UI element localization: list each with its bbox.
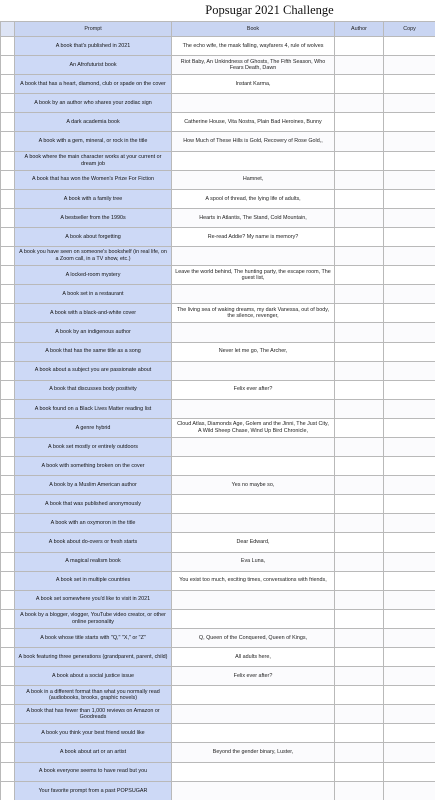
- author-cell[interactable]: [335, 94, 384, 113]
- row-gutter-cell[interactable]: [1, 667, 15, 686]
- copy-cell[interactable]: [384, 113, 435, 132]
- copy-cell[interactable]: [384, 227, 435, 246]
- prompt-cell[interactable]: A book in a different format than what you normally read (audiobooks, brooks, graphic novels): [15, 686, 172, 705]
- copy-cell[interactable]: [384, 552, 435, 571]
- copy-cell[interactable]: [384, 667, 435, 686]
- copy-cell[interactable]: [384, 705, 435, 724]
- table-row: [1, 75, 435, 94]
- row-gutter-cell[interactable]: [1, 208, 15, 227]
- table-row: [1, 285, 435, 304]
- row-gutter-cell[interactable]: [1, 705, 15, 724]
- table-row: [1, 648, 435, 667]
- author-cell[interactable]: [335, 514, 384, 533]
- prompt-cell[interactable]: Your favorite prompt from a past POPSUGAR: [15, 781, 172, 800]
- table-row: [1, 667, 435, 686]
- prompt-cell[interactable]: A book with a gem, mineral, or rock in the title: [15, 132, 172, 151]
- book-cell[interactable]: Catherine House, Vita Nostra, Plain Bad Heroines, Bunny: [172, 113, 335, 132]
- prompt-cell[interactable]: A book about a subject you are passionate about: [15, 361, 172, 380]
- table-row: [1, 304, 435, 323]
- book-cell[interactable]: [172, 590, 335, 609]
- author-cell[interactable]: [335, 418, 384, 437]
- prompt-cell[interactable]: An Afrofuturist book: [15, 56, 172, 75]
- row-gutter-cell[interactable]: [1, 457, 15, 476]
- challenge-table: [0, 21, 435, 800]
- table-row: [1, 552, 435, 571]
- book-cell[interactable]: [172, 495, 335, 514]
- table-row: [1, 476, 435, 495]
- copy-cell[interactable]: [384, 590, 435, 609]
- sheet-title: Popsugar 2021 Challenge: [205, 3, 334, 17]
- author-cell[interactable]: [335, 686, 384, 705]
- author-cell[interactable]: [335, 227, 384, 246]
- row-gutter-cell[interactable]: [1, 724, 15, 743]
- author-cell[interactable]: [335, 705, 384, 724]
- table-row: [1, 590, 435, 609]
- row-gutter-header: [1, 22, 15, 37]
- table-row: [1, 170, 435, 189]
- author-cell[interactable]: [335, 552, 384, 571]
- book-cell[interactable]: [172, 323, 335, 342]
- book-cell[interactable]: Cloud Atlas, Diamonds Age, Golem and the Jinni, The Just City, A Wild Sheep Chase, Wind Up Bird Chronicle,: [172, 418, 335, 437]
- row-gutter-cell[interactable]: [1, 476, 15, 495]
- prompt-cell[interactable]: A book that has fewer than 1,000 reviews on Amazon or Goodreads: [15, 705, 172, 724]
- prompt-cell[interactable]: A book with something broken on the cover: [15, 457, 172, 476]
- prompt-cell[interactable]: A locked-room mystery: [15, 266, 172, 285]
- copy-cell[interactable]: [384, 495, 435, 514]
- author-cell[interactable]: [335, 170, 384, 189]
- prompt-cell[interactable]: A book by an author who shares your zodiac sign: [15, 94, 172, 113]
- prompt-cell[interactable]: A book found on a Black Lives Matter reading list: [15, 399, 172, 418]
- author-cell[interactable]: [335, 495, 384, 514]
- book-cell[interactable]: You exist too much, exciting times, conversations with friends,: [172, 571, 335, 590]
- row-gutter-cell[interactable]: [1, 94, 15, 113]
- copy-cell[interactable]: [384, 514, 435, 533]
- prompt-cell[interactable]: A book that has a heart, diamond, club or spade on the cover: [15, 75, 172, 94]
- row-gutter-cell[interactable]: [1, 495, 15, 514]
- row-gutter-cell[interactable]: [1, 304, 15, 323]
- copy-cell[interactable]: [384, 285, 435, 304]
- book-cell[interactable]: Hamnet,: [172, 170, 335, 189]
- prompt-cell[interactable]: A book whose title starts with "Q," "X," or "Z": [15, 628, 172, 647]
- table-row: [1, 495, 435, 514]
- row-gutter-cell[interactable]: [1, 266, 15, 285]
- table-row: [1, 686, 435, 705]
- row-gutter-cell[interactable]: [1, 762, 15, 781]
- author-cell[interactable]: [335, 762, 384, 781]
- table-row: [1, 247, 435, 266]
- row-gutter-cell[interactable]: [1, 56, 15, 75]
- author-cell[interactable]: [335, 342, 384, 361]
- prompt-cell[interactable]: A magical realism book: [15, 552, 172, 571]
- prompt-cell[interactable]: A book that's published in 2021: [15, 37, 172, 56]
- author-cell[interactable]: [335, 132, 384, 151]
- copy-cell[interactable]: [384, 361, 435, 380]
- copy-cell[interactable]: [384, 418, 435, 437]
- row-gutter-cell[interactable]: [1, 37, 15, 56]
- book-cell[interactable]: Leave the world behind, The hunting party, the escape room, The guest list,: [172, 266, 335, 285]
- row-gutter-cell[interactable]: [1, 227, 15, 246]
- row-gutter-cell[interactable]: [1, 247, 15, 266]
- table-row: [1, 743, 435, 762]
- row-gutter-cell[interactable]: [1, 342, 15, 361]
- book-cell[interactable]: The living sea of waking dreams, my dark Vanessa, out of body, the silence, revenger,: [172, 304, 335, 323]
- header-row: [1, 22, 435, 37]
- author-cell[interactable]: [335, 399, 384, 418]
- prompt-cell[interactable]: A book with a black-and-white cover: [15, 304, 172, 323]
- table-row: [1, 628, 435, 647]
- author-cell[interactable]: [335, 208, 384, 227]
- prompt-cell[interactable]: A bestseller from the 1990s: [15, 208, 172, 227]
- row-gutter-cell[interactable]: [1, 533, 15, 552]
- author-cell[interactable]: [335, 323, 384, 342]
- table-row: [1, 418, 435, 437]
- table-row: [1, 151, 435, 170]
- table-body: [1, 37, 435, 800]
- book-cell[interactable]: [172, 724, 335, 743]
- row-gutter-cell[interactable]: [1, 380, 15, 399]
- prompt-cell[interactable]: A book about forgetting: [15, 227, 172, 246]
- row-gutter-cell[interactable]: [1, 418, 15, 437]
- prompt-cell[interactable]: A book that discusses body positivity: [15, 380, 172, 399]
- copy-cell[interactable]: [384, 342, 435, 361]
- copy-cell[interactable]: [384, 380, 435, 399]
- row-gutter-cell[interactable]: [1, 552, 15, 571]
- copy-cell[interactable]: [384, 132, 435, 151]
- row-gutter-cell[interactable]: [1, 399, 15, 418]
- copy-cell[interactable]: [384, 686, 435, 705]
- table-row: [1, 132, 435, 151]
- prompt-cell[interactable]: A book about art or an artist: [15, 743, 172, 762]
- row-gutter-cell[interactable]: [1, 132, 15, 151]
- row-gutter-cell[interactable]: [1, 323, 15, 342]
- table-row: [1, 762, 435, 781]
- column-header-book[interactable]: Book: [172, 22, 335, 37]
- author-cell[interactable]: [335, 724, 384, 743]
- prompt-cell[interactable]: A book with an oxymoron in the title: [15, 514, 172, 533]
- book-cell[interactable]: [172, 361, 335, 380]
- column-header-author[interactable]: Author: [335, 22, 384, 37]
- row-gutter-cell[interactable]: [1, 609, 15, 628]
- copy-cell[interactable]: [384, 266, 435, 285]
- prompt-cell[interactable]: A book that has the same title as a song: [15, 342, 172, 361]
- copy-cell[interactable]: [384, 323, 435, 342]
- table-row: [1, 113, 435, 132]
- book-cell[interactable]: [172, 437, 335, 456]
- author-cell[interactable]: [335, 266, 384, 285]
- table-row: [1, 724, 435, 743]
- table-row: [1, 37, 435, 56]
- author-cell[interactable]: [335, 648, 384, 667]
- table-row: [1, 781, 435, 800]
- copy-cell[interactable]: [384, 743, 435, 762]
- book-cell[interactable]: A spool of thread, the lying life of adults,: [172, 189, 335, 208]
- book-cell[interactable]: [172, 151, 335, 170]
- prompt-cell[interactable]: A book that was published anonymously: [15, 495, 172, 514]
- table-row: [1, 227, 435, 246]
- prompt-cell[interactable]: A book with a family tree: [15, 189, 172, 208]
- copy-cell[interactable]: [384, 628, 435, 647]
- prompt-cell[interactable]: A book about do-overs or fresh starts: [15, 533, 172, 552]
- book-cell[interactable]: Dear Edward,: [172, 533, 335, 552]
- copy-cell[interactable]: [384, 457, 435, 476]
- book-cell[interactable]: Q, Queen of the Conquered, Queen of Kings,: [172, 628, 335, 647]
- copy-cell[interactable]: [384, 724, 435, 743]
- book-cell[interactable]: Yes no maybe so,: [172, 476, 335, 495]
- copy-cell[interactable]: [384, 781, 435, 800]
- table-row: [1, 56, 435, 75]
- author-cell[interactable]: [335, 590, 384, 609]
- book-cell[interactable]: Re-read Addie? My name is memory?: [172, 227, 335, 246]
- book-cell[interactable]: Never let me go, The Archer,: [172, 342, 335, 361]
- copy-cell[interactable]: [384, 533, 435, 552]
- book-cell[interactable]: Riot Baby, An Unkindness of Ghosts, The Fifth Season, Who Fears Death, Dawn: [172, 56, 335, 75]
- book-cell[interactable]: [172, 686, 335, 705]
- copy-cell[interactable]: [384, 151, 435, 170]
- book-cell[interactable]: [172, 762, 335, 781]
- book-cell[interactable]: Felix ever after?: [172, 380, 335, 399]
- author-cell[interactable]: [335, 743, 384, 762]
- row-gutter-cell[interactable]: [1, 628, 15, 647]
- author-cell[interactable]: [335, 75, 384, 94]
- book-cell[interactable]: [172, 705, 335, 724]
- author-cell[interactable]: [335, 609, 384, 628]
- copy-cell[interactable]: [384, 247, 435, 266]
- author-cell[interactable]: [335, 571, 384, 590]
- prompt-cell[interactable]: A book you have seen on someone's bookshelf (in real life, on a Zoom call, in a TV show, etc.): [15, 247, 172, 266]
- table-row: [1, 342, 435, 361]
- row-gutter-cell[interactable]: [1, 686, 15, 705]
- copy-cell[interactable]: [384, 94, 435, 113]
- copy-cell[interactable]: [384, 189, 435, 208]
- table-row: [1, 94, 435, 113]
- prompt-cell[interactable]: A book by a blogger, vlogger, YouTube video creator, or other online personality: [15, 609, 172, 628]
- prompt-cell[interactable]: A genre hybrid: [15, 418, 172, 437]
- book-cell[interactable]: Beyond the gender binary, Luster,: [172, 743, 335, 762]
- prompt-cell[interactable]: A book by a Muslim American author: [15, 476, 172, 495]
- copy-cell[interactable]: [384, 170, 435, 189]
- copy-cell[interactable]: [384, 75, 435, 94]
- prompt-cell[interactable]: A book featuring three generations (grandparent, parent, child): [15, 648, 172, 667]
- row-gutter-cell[interactable]: [1, 151, 15, 170]
- prompt-cell[interactable]: A dark academia book: [15, 113, 172, 132]
- book-cell[interactable]: [172, 781, 335, 800]
- book-cell[interactable]: Felix ever after?: [172, 667, 335, 686]
- copy-cell[interactable]: [384, 37, 435, 56]
- author-cell[interactable]: [335, 476, 384, 495]
- copy-cell[interactable]: [384, 476, 435, 495]
- copy-cell[interactable]: [384, 437, 435, 456]
- author-cell[interactable]: [335, 285, 384, 304]
- author-cell[interactable]: [335, 380, 384, 399]
- prompt-cell[interactable]: A book you think your best friend would like: [15, 724, 172, 743]
- book-cell[interactable]: How Much of These Hills is Gold, Recovery of Rose Gold,,: [172, 132, 335, 151]
- copy-cell[interactable]: [384, 609, 435, 628]
- table-row: [1, 323, 435, 342]
- author-cell[interactable]: [335, 628, 384, 647]
- column-header-prompt[interactable]: Prompt: [15, 22, 172, 37]
- prompt-cell[interactable]: A book everyone seems to have read but you: [15, 762, 172, 781]
- book-cell[interactable]: Hearts in Atlantis, The Stand, Cold Mountain,: [172, 208, 335, 227]
- row-gutter-cell[interactable]: [1, 590, 15, 609]
- row-gutter-cell[interactable]: [1, 189, 15, 208]
- row-gutter-cell[interactable]: [1, 648, 15, 667]
- table-row: [1, 609, 435, 628]
- author-cell[interactable]: [335, 437, 384, 456]
- copy-cell[interactable]: [384, 208, 435, 227]
- row-gutter-cell[interactable]: [1, 170, 15, 189]
- author-cell[interactable]: [335, 189, 384, 208]
- table-row: [1, 208, 435, 227]
- book-cell[interactable]: [172, 399, 335, 418]
- row-gutter-cell[interactable]: [1, 781, 15, 800]
- prompt-cell[interactable]: A book set mostly or entirely outdoors: [15, 437, 172, 456]
- author-cell[interactable]: [335, 457, 384, 476]
- book-cell[interactable]: [172, 247, 335, 266]
- prompt-cell[interactable]: A book where the main character works at your current or dream job: [15, 151, 172, 170]
- table-row: [1, 571, 435, 590]
- table-row: [1, 189, 435, 208]
- row-gutter-cell[interactable]: [1, 571, 15, 590]
- table-row: [1, 437, 435, 456]
- book-cell[interactable]: [172, 457, 335, 476]
- prompt-cell[interactable]: A book set somewhere you'd like to visit in 2021: [15, 590, 172, 609]
- row-gutter-cell[interactable]: [1, 75, 15, 94]
- author-cell[interactable]: [335, 361, 384, 380]
- prompt-cell[interactable]: A book set in multiple countries: [15, 571, 172, 590]
- row-gutter-cell[interactable]: [1, 437, 15, 456]
- copy-cell[interactable]: [384, 648, 435, 667]
- author-cell[interactable]: [335, 781, 384, 800]
- copy-cell[interactable]: [384, 56, 435, 75]
- table-row: [1, 514, 435, 533]
- row-gutter-cell[interactable]: [1, 285, 15, 304]
- prompt-cell[interactable]: A book about a social justice issue: [15, 667, 172, 686]
- author-cell[interactable]: [335, 37, 384, 56]
- book-cell[interactable]: Instant Karma,: [172, 75, 335, 94]
- author-cell[interactable]: [335, 151, 384, 170]
- author-cell[interactable]: [335, 304, 384, 323]
- book-cell[interactable]: Eva Luna,: [172, 552, 335, 571]
- table-row: [1, 266, 435, 285]
- author-cell[interactable]: [335, 113, 384, 132]
- author-cell[interactable]: [335, 667, 384, 686]
- book-cell[interactable]: [172, 285, 335, 304]
- table-row: [1, 380, 435, 399]
- book-cell[interactable]: The echo wife, the mask falling, wayfarers 4, rule of wolves: [172, 37, 335, 56]
- row-gutter-cell[interactable]: [1, 361, 15, 380]
- column-header-copy[interactable]: Copy: [384, 22, 435, 37]
- row-gutter-cell[interactable]: [1, 514, 15, 533]
- copy-cell[interactable]: [384, 762, 435, 781]
- prompt-cell[interactable]: A book by an indigenous author: [15, 323, 172, 342]
- book-cell[interactable]: [172, 94, 335, 113]
- prompt-cell[interactable]: A book set in a restaurant: [15, 285, 172, 304]
- table-row: [1, 533, 435, 552]
- book-cell[interactable]: [172, 609, 335, 628]
- table-row: [1, 705, 435, 724]
- row-gutter-cell[interactable]: [1, 743, 15, 762]
- copy-cell[interactable]: [384, 571, 435, 590]
- author-cell[interactable]: [335, 533, 384, 552]
- row-gutter-cell[interactable]: [1, 113, 15, 132]
- table-row: [1, 361, 435, 380]
- book-cell[interactable]: All adults here,: [172, 648, 335, 667]
- copy-cell[interactable]: [384, 304, 435, 323]
- book-cell[interactable]: [172, 514, 335, 533]
- prompt-cell[interactable]: A book that has won the Women's Prize For Fiction: [15, 170, 172, 189]
- author-cell[interactable]: [335, 56, 384, 75]
- table-row: [1, 399, 435, 418]
- author-cell[interactable]: [335, 247, 384, 266]
- copy-cell[interactable]: [384, 399, 435, 418]
- table-row: [1, 457, 435, 476]
